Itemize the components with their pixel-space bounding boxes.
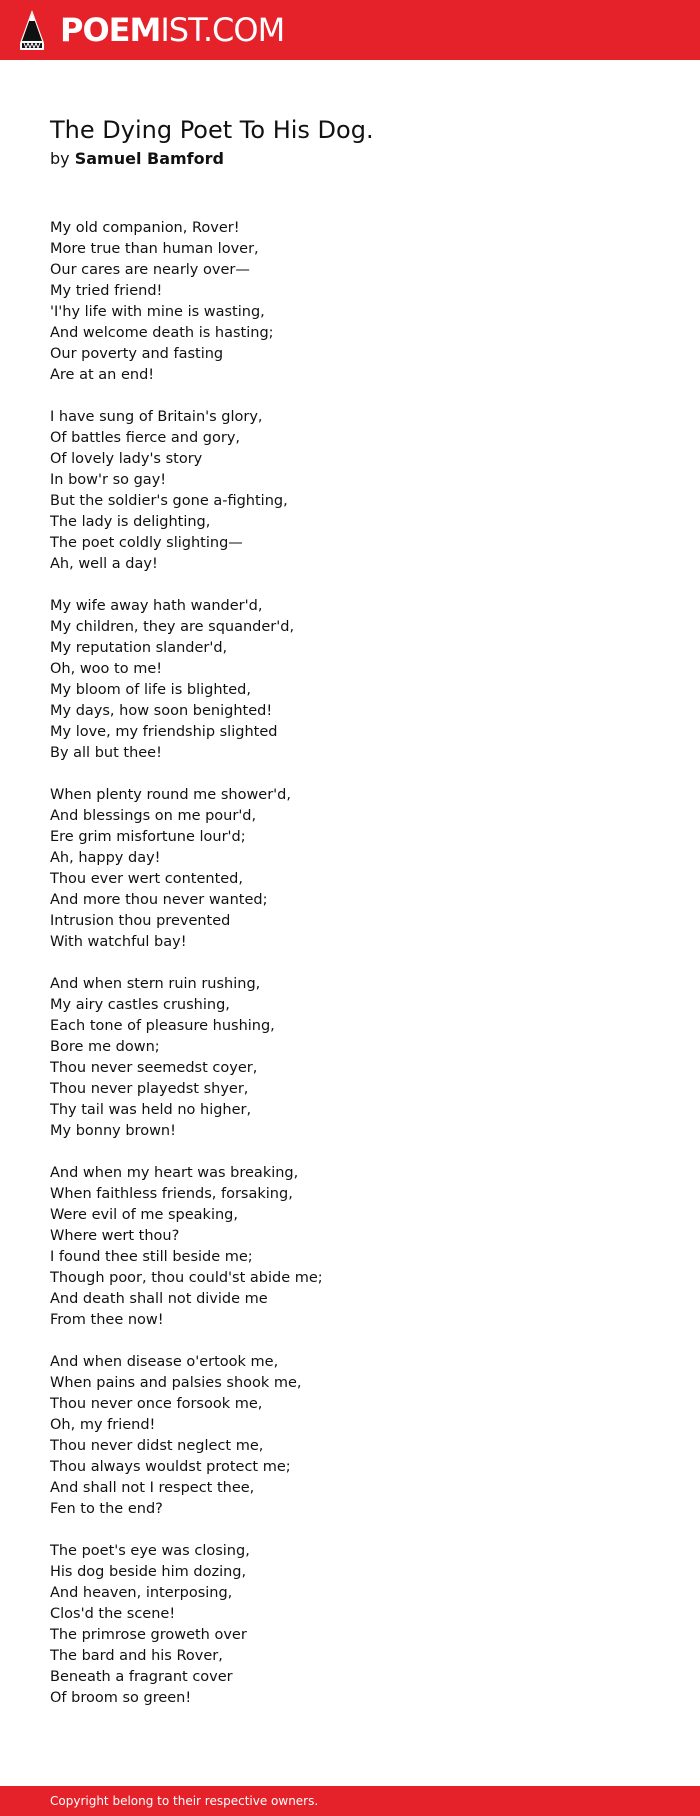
poem-line: Of battles fierce and gory,: [50, 430, 241, 446]
poem-title: The Dying Poet To His Dog.: [50, 116, 374, 144]
poem-byline: [50, 147, 224, 171]
poem-line: Bore me down;: [50, 1039, 160, 1055]
poem-line: When plenty round me shower'd,: [50, 787, 291, 803]
site-logo-text: POEMIST.COM: [60, 11, 285, 49]
poem-line: Thy tail was held no higher,: [50, 1102, 252, 1118]
poem-stanza: [50, 974, 650, 1142]
copyright-text: Copyright belong to their respective owners.: [50, 1794, 319, 1808]
poem-line: Clos'd the scene!: [50, 1606, 176, 1622]
poem-line: My airy castles crushing,: [50, 997, 230, 1013]
poem-line: Ah, well a day!: [50, 556, 158, 572]
poem-stanza: [50, 407, 650, 575]
poem-line: My reputation slander'd,: [50, 640, 228, 656]
poem-line: The poet coldly slighting—: [50, 535, 243, 551]
poem-line: Ah, happy day!: [50, 850, 161, 866]
poem-line: And more thou never wanted;: [50, 892, 268, 908]
site-logo[interactable]: [18, 9, 284, 51]
poem-line: The lady is delighting,: [50, 514, 211, 530]
poem-stanza: [50, 596, 650, 764]
poem-line: My tried friend!: [50, 283, 163, 299]
site-footer: [0, 1786, 700, 1816]
poem-line: And welcome death is hasting;: [50, 325, 274, 341]
pencil-icon: [18, 9, 46, 51]
poem-line: When pains and palsies shook me,: [50, 1375, 302, 1391]
poem-line: Were evil of me speaking,: [50, 1207, 238, 1223]
poem-stanza: [50, 1541, 650, 1709]
poem-line: More true than human lover,: [50, 241, 259, 257]
poem-line: 'I'hy life with mine is wasting,: [50, 304, 265, 320]
poem-line: Oh, woo to me!: [50, 661, 163, 677]
poem-body: [50, 218, 650, 1730]
poem-line: And when stern ruin rushing,: [50, 976, 261, 992]
poem-line: Ere grim misfortune lour'd;: [50, 829, 246, 845]
poem-line: From thee now!: [50, 1312, 164, 1328]
poem-line: My children, they are squander'd,: [50, 619, 295, 635]
poem-line: Our poverty and fasting: [50, 346, 224, 362]
poem-line: I have sung of Britain's glory,: [50, 409, 263, 425]
poem-stanza: [50, 785, 650, 953]
poem-line: And heaven, interposing,: [50, 1585, 233, 1601]
poem-stanza: [50, 218, 650, 386]
poem-line: Beneath a fragrant cover: [50, 1669, 233, 1685]
poem-line: And when disease o'ertook me,: [50, 1354, 279, 1370]
poem-line: Thou never seemedst coyer,: [50, 1060, 258, 1076]
site-header: [0, 0, 700, 60]
poem-line: Are at an end!: [50, 367, 155, 383]
poem-line: Intrusion thou prevented: [50, 913, 231, 929]
poem-line: The primrose groweth over: [50, 1627, 247, 1643]
poem-stanza: [50, 1163, 650, 1331]
poem-line: My wife away hath wander'd,: [50, 598, 263, 614]
poem-line: With watchful bay!: [50, 934, 187, 950]
poem-line: Where wert thou?: [50, 1228, 180, 1244]
poem-line: Though poor, thou could'st abide me;: [50, 1270, 323, 1286]
poem-line: And death shall not divide me: [50, 1291, 268, 1307]
poem-line: I found thee still beside me;: [50, 1249, 253, 1265]
poem-line: His dog beside him dozing,: [50, 1564, 247, 1580]
by-label: by: [50, 149, 70, 168]
poem-line: In bow'r so gay!: [50, 472, 167, 488]
author-name[interactable]: Samuel Bamford: [74, 149, 224, 168]
poem-line: And when my heart was breaking,: [50, 1165, 299, 1181]
poem-line: Each tone of pleasure hushing,: [50, 1018, 275, 1034]
poem-line: Thou never didst neglect me,: [50, 1438, 264, 1454]
poem-line: Thou never playedst shyer,: [50, 1081, 249, 1097]
poem-line: When faithless friends, forsaking,: [50, 1186, 293, 1202]
poem-line: Thou never once forsook me,: [50, 1396, 263, 1412]
poem-line: And blessings on me pour'd,: [50, 808, 257, 824]
poem-line: Our cares are nearly over—: [50, 262, 250, 278]
poem-line: My love, my friendship slighted: [50, 724, 278, 740]
poem-line: And shall not I respect thee,: [50, 1480, 255, 1496]
poem-line: Oh, my friend!: [50, 1417, 156, 1433]
poem-line: The bard and his Rover,: [50, 1648, 223, 1664]
poem-line: My old companion, Rover!: [50, 220, 240, 236]
poem-line: My bonny brown!: [50, 1123, 176, 1139]
poem-line: Thou ever wert contented,: [50, 871, 243, 887]
poem-line: My bloom of life is blighted,: [50, 682, 251, 698]
poem-line: My days, how soon benighted!: [50, 703, 273, 719]
poem-line: Fen to the end?: [50, 1501, 163, 1517]
poem-line: The poet's eye was closing,: [50, 1543, 250, 1559]
poem-line: Thou always wouldst protect me;: [50, 1459, 291, 1475]
poem-line: Of lovely lady's story: [50, 451, 203, 467]
poem-line: By all but thee!: [50, 745, 162, 761]
poem-stanza: [50, 1352, 650, 1520]
poem-line: Of broom so green!: [50, 1690, 192, 1706]
poem-line: But the soldier's gone a-fighting,: [50, 493, 288, 509]
